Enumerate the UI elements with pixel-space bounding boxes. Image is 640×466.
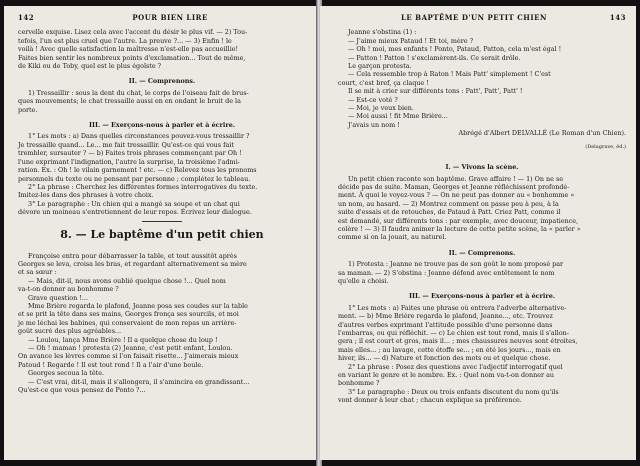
text-line: Imitez-les dans des phrases à votre choix.: [18, 191, 154, 200]
text-line: Georges secoua la tête.: [28, 369, 105, 378]
text-line: mais elles... ; au lavage, cette étoffe se... ; en été les jours..., mais en: [338, 345, 561, 354]
text-line: sa maman. — 2) S'obstina : Jeanne défend avec entêtement le nom: [338, 268, 555, 277]
text-line: — C'est vrai, dit-il, mais il s'allongera, il s'amincira en grandissant...: [28, 377, 250, 386]
right-page: [320, 6, 636, 460]
text-line: décide pas de suite. Maman, Georges et Jeanne réfléchissent profondé-: [338, 182, 570, 191]
text-line: 1° Les mots : a) Dans quelles circonstances pouvez-vous tressaillir ?: [28, 132, 250, 141]
text-line: Patoud ! Regarde ! Il est tout rond ! Il a l'air d'une boule.: [18, 360, 204, 369]
text-line: — Oh ! moi, mes enfants ! Ponto, Pataud, Patton, cela m'est égal !: [348, 45, 562, 54]
chapter-title: 8. — Le baptême d'un petit chien: [60, 227, 264, 241]
text-line: court, c'est bref, ça claque !: [338, 78, 429, 87]
text-line: de Kiki ou de Toby, quel est le plus égoïste ?: [18, 62, 162, 71]
text-line: tefois, l'un est plus cruel que l'autre. La preuve ?... — 3) Enfin ! le: [18, 36, 232, 45]
text-line: Jeanne s'obstina (1) :: [348, 28, 417, 37]
text-line: suite d'essais et de retouches, de Pataud à Patt. Criez Patt, comme il: [338, 208, 561, 217]
text-line: est demandé, sur différents tons : par exemple, avec douceur, impatience,: [338, 216, 579, 225]
text-line: — Cela ressemble trop à Raton ! Mais Patt' simplement ! C'est: [348, 70, 551, 79]
text-line: Mme Brière regarda le plafond, Jeanne posa ses coudes sur la table: [28, 301, 248, 310]
text-line: Georges se leva, croisa les bras, et regardant alternativement sa mère: [18, 259, 247, 268]
section-heading: I. — Vivons la scène.: [445, 163, 519, 172]
text-line: 1) Protesta : Jeanne ne trouve pas de son goût le nom proposé par: [348, 260, 564, 269]
text-line: un nom, au hasard. — 2) Montrez comment on passe peu à peu, à la: [338, 199, 559, 208]
text-line: — Est-ce voté ?: [348, 95, 398, 104]
text-line: personnels du texte ou ne pensant par personne ; complétez le tableau.: [18, 174, 251, 183]
text-line: 1) Tressaillir : sous la dent du chat, le corps de l'oiseau fait de brus-: [28, 88, 249, 97]
text-line: 1° Les mots : a) Faites une phrase où entrera l'adverbe alternative-: [348, 303, 567, 312]
text-line: 2° La phrase : Posez des questions avec l'adjectif interrogatif quel: [348, 362, 563, 371]
text-line: et se prit la tête dans ses mains, Georges fronça ses sourcils, et moi: [18, 310, 239, 319]
text-line: hiver, ils... — d) Nature et fonction des mots ou et quelque chose.: [338, 354, 551, 363]
text-line: 3° Le paragraphe : Deux ou trois enfants discutent du nom qu'ils: [348, 387, 559, 396]
text-line: — Moi, je veux bien.: [348, 104, 414, 113]
text-line: porte.: [18, 105, 38, 114]
text-line: Le garçon protesta.: [348, 62, 412, 71]
text-line: dévore un moineau s'entretiennent de leur repos. Écrivez leur dialogue.: [18, 208, 252, 217]
text-line: — J'aime mieux Pataud ! Et toi, mère ?: [348, 36, 474, 45]
text-line: Un petit chien raconte son baptême. Grave affaire ! — 1) On ne se: [348, 174, 564, 183]
left-page: [4, 6, 318, 460]
section-heading: II. — Comprenons.: [128, 77, 196, 86]
text-line: cervelle exquise. Lisez cela avec l'accent du désir le plus vif. — 2) Tou-: [18, 28, 248, 37]
text-line: 2° La phrase : Cherchez les différentes formes interrogatives du texte.: [28, 182, 258, 191]
text-line: va-t-on donner au bonhomme ?: [18, 285, 119, 294]
text-line: gera ; il est court et gros, mais il... ; mes chaussures neuves sont étroites,: [338, 337, 578, 346]
text-line: vont donner à leur chat ; chacun explique sa préférence.: [338, 396, 522, 405]
text-line: J'avais un nom !: [348, 120, 400, 129]
text-line: — Loulou, lança Mme Brière ! Il a quelque chose du loup !: [28, 335, 218, 344]
text-line: comme si on la jouait, au naturel.: [338, 233, 447, 242]
text-line: Grave question !...: [28, 293, 88, 302]
text-line: — Oh ! maman ! protesta (2) Jeanne, c'est petit enfant, Loulou.: [28, 344, 233, 352]
text-line: trembler, sursauter ? — b) Faites trois phrases commençant par Oh !: [18, 149, 242, 158]
section-heading: II. — Comprenons.: [448, 248, 516, 257]
text-line: ment. — b) Mme Brière regarda le plafond, Jeanne..., etc. Trouvez: [338, 312, 553, 321]
left-page-header: [18, 14, 306, 22]
text-line: ment. À quoi le voyez-vous ? — On ne peut pas donner au « bonhomme »: [338, 191, 575, 200]
text-line: ques mouvements; le chat tressaille aussi en en ondant le bruit de la: [18, 97, 241, 106]
text-line: — Mais, dit-il, nous avons oublié quelque chose !... Quel nom: [28, 276, 226, 285]
text-line: d'autres verbes exprimant l'attitude possible d'une personne dans: [338, 320, 553, 329]
text-line: ration. Ex. : Oh ! le vilain garnement ! etc. — c) Relevez tous les pronoms: [18, 166, 257, 175]
text-line: Françoise entra pour débarrasser la table, et tout aussitôt après: [28, 251, 237, 260]
text-line: qu'elle a choisi.: [338, 276, 389, 285]
left-running-head: POUR BIEN LIRE: [132, 13, 208, 22]
text-line: bonhomme ?: [338, 379, 380, 388]
right-running-head: LE BAPTÊME D'UN PETIT CHIEN: [400, 13, 547, 22]
text-line: et sa sœur :: [18, 268, 57, 277]
text-line: Qu'est-ce que vous pensez de Ponto ?...: [18, 386, 146, 395]
text-line: colère ! — 3) Il faudra animer la lecture de cette petite scène, la « parler »: [338, 224, 581, 233]
text-line: Il se mit à crier sur différents tons : Patt', Patt', Patt' !: [348, 87, 523, 96]
attribution: Abrégé d'Albert DELVALLÉ (Le Roman d'un Chien).: [458, 129, 626, 138]
divider: [142, 221, 182, 222]
publisher: (Delagrave, éd.): [585, 143, 626, 150]
text-line: l'embarras, ou qui réfléchit. — c) Le chien est tout rond, mais il s'allon-: [338, 329, 569, 337]
right-page-number: 143: [609, 13, 626, 22]
text-line: On avance les lèvres comme si l'on faisait risette... J'aimerais mieux: [18, 352, 239, 361]
text-line: — Moi aussi ! fit Mme Brière...: [348, 112, 448, 121]
left-page-number: 142: [18, 13, 35, 22]
text-line: en variant le genre et le nombre. Ex. : Quel nom va-t-on donner au: [338, 371, 554, 380]
text-line: l'une exprimant l'indignation, l'autre la surprise, la troisième l'admi-: [18, 157, 240, 166]
text-line: voilà ! Avec quelle satisfaction la maîtresse n'est-elle pas accueillie!: [18, 45, 239, 54]
text-line: Faites bien sentir les nombreux points d'exclamation... Tout de même,: [18, 53, 246, 62]
section-heading: III. — Exerçons-nous à parler et à écrire.: [88, 121, 236, 130]
text-line: je me léchai les babines, qui conservaient de mon repas un arrière-: [18, 318, 237, 327]
section-heading: III. — Exerçons-nous à parler et à écrire.: [408, 292, 556, 301]
text-line: 3° Le paragraphe : Un chien qui a mangé sa soupe et un chat qui: [28, 199, 240, 208]
text-line: — Patton ! Patton ! s'exclamèrent-ils. Ce serait drôle.: [348, 53, 521, 62]
text-line: goût sucré des plus agréables...: [18, 327, 122, 336]
text-line: Je tressaille quand... Le... me fait tressaillir. Qu'est-ce qui vous fait: [18, 140, 234, 149]
right-page-header: [338, 14, 626, 22]
